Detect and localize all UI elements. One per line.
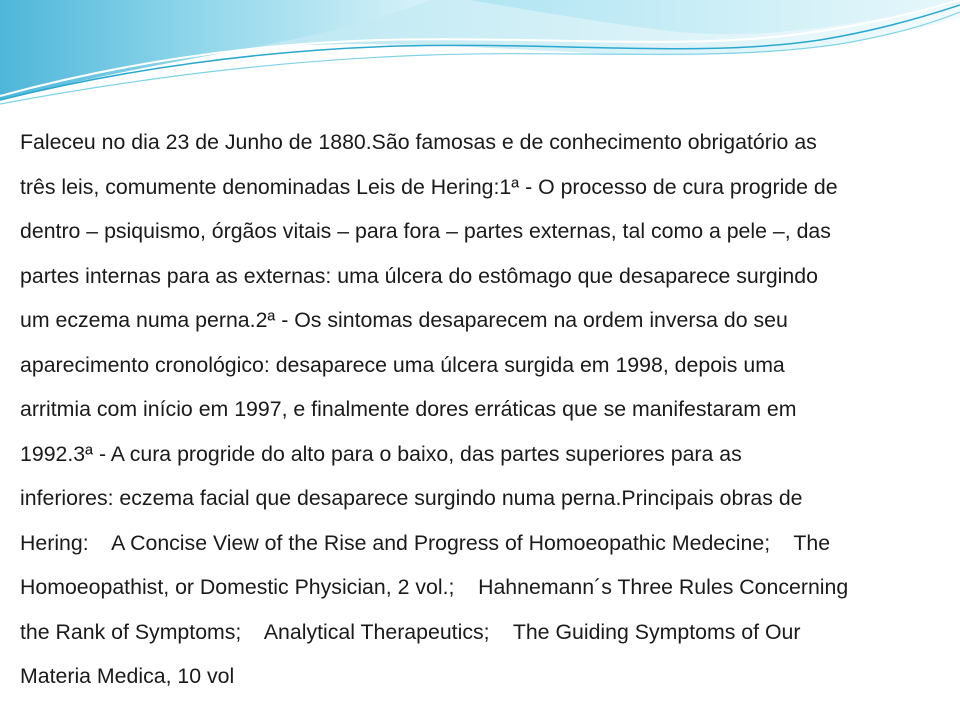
body-line: três leis, comumente denominadas Leis de Hering:1ª - O processo de cura progride de [20,174,838,199]
body-text [20,120,940,699]
body-line: Materia Medica, 10 vol [20,664,235,688]
body-line: Homoeopathist, or Domestic Physician, 2 vol.; Hahnemann´s Three Rules Concerning [20,575,849,599]
body-line: the Rank of Symptoms; Analytical Therapeutics; The Guiding Symptoms of Our [20,619,801,644]
body-line: um eczema numa perna.2ª - Os sintomas desaparecem na ordem inversa do seu [20,308,788,332]
body-line: Hering: A Concise View of the Rise and Progress of Homoeopathic Medecine; The [20,530,831,555]
decorative-wave-header [0,0,960,115]
body-line: arritmia com início em 1997, e finalmente dores erráticas que se manifestaram em [20,397,797,421]
body-line: partes internas para as externas: uma úlcera do estômago que desaparece surgindo [20,263,818,288]
body-line: 1992.3ª - A cura progride do alto para o baixo, das partes superiores para as [20,441,742,466]
body-line: Faleceu no dia 23 de Junho de 1880.São famosas e de conhecimento obrigatório as [20,130,817,154]
body-line: aparecimento cronológico: desaparece uma úlcera surgida em 1998, depois uma [20,352,785,377]
body-line: inferiores: eczema facial que desaparece surgindo numa perna.Principais obras de [20,486,803,510]
body-line: dentro – psiquismo, órgãos vitais – para fora – partes externas, tal como a pele –, das [20,219,831,243]
